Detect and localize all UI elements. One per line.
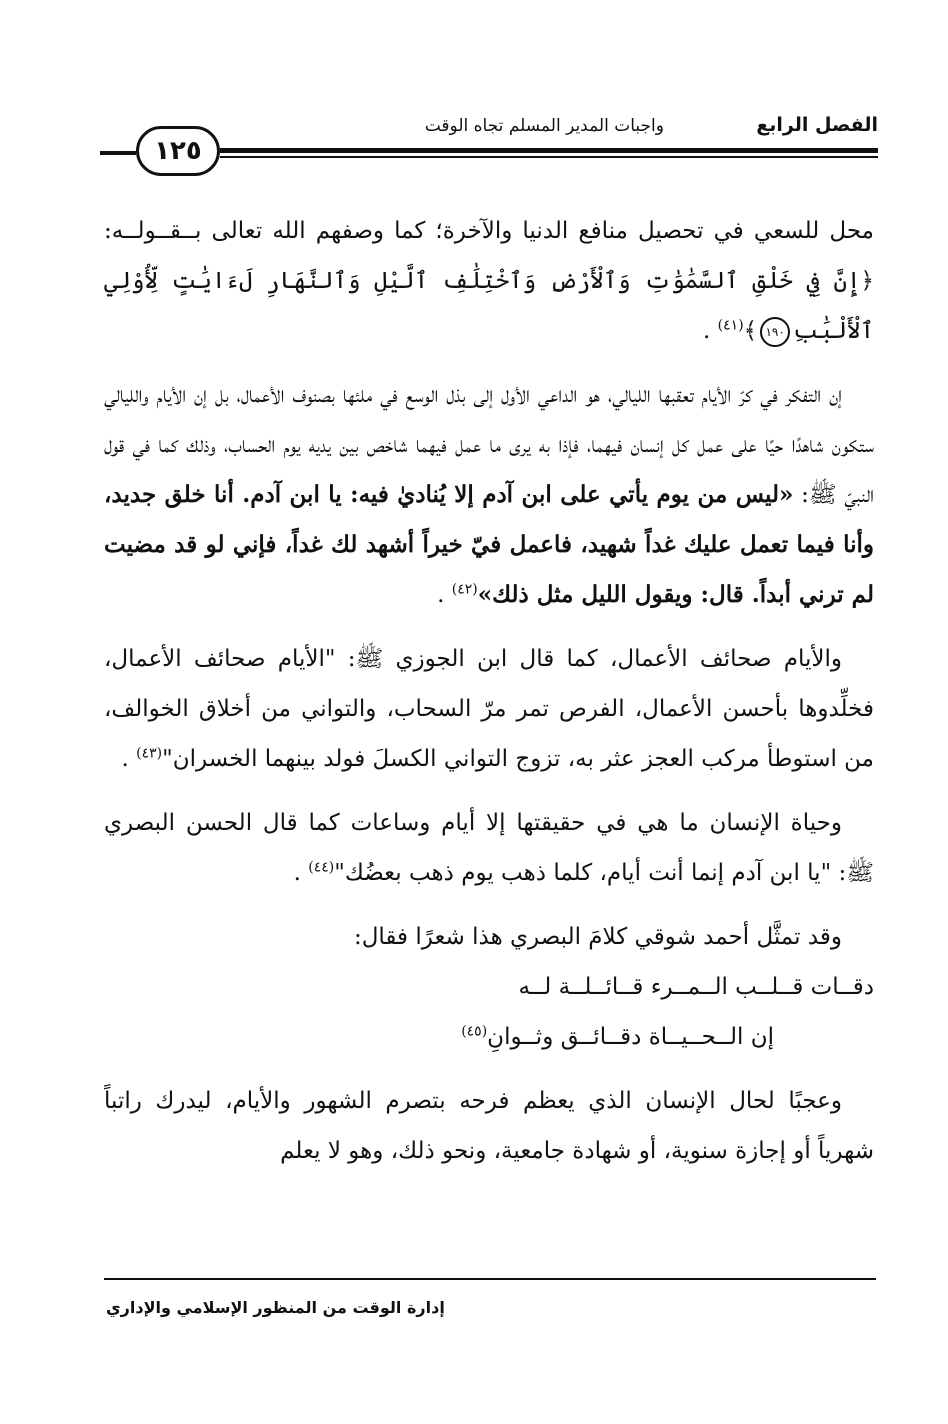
header-rule-thick <box>220 148 878 153</box>
paragraph-6 <box>104 1076 874 1176</box>
paragraph-5-text: وقد تمثَّل أحمد شوقي كلامَ البصري هذا شعرًا فقال: <box>353 924 842 950</box>
footer-book-title: إدارة الوقت من المنظور الإسلامي والإداري <box>106 1298 445 1317</box>
quran-bracket-open: ﴿ <box>860 268 874 294</box>
paragraph-5 <box>104 912 874 962</box>
paragraph-3-text: والأيام صحائف الأعمال، كما قال ابن الجوزي ﷺ: "الأيام صحائف الأعمال، فخلِّدوها بأحسن الأعمال، الفرص تمر مرّ السحاب، والتواني من أخلاق الخوالف، من استوطأ مركب العجز عثر به، تزوج التواني الكسلَ فولد بينهما الخسران" <box>104 646 874 772</box>
poem-line-2 <box>104 1012 874 1062</box>
footer-rule <box>104 1278 876 1280</box>
chapter-title: الفصل الرابع <box>756 114 878 136</box>
footnote-ref-45: (٤٥) <box>461 1023 488 1040</box>
paragraph-1-end: . <box>703 318 711 344</box>
footnote-ref-43: (٤٣) <box>136 745 163 762</box>
paragraph-3 <box>104 634 874 784</box>
footnote-ref-41: (٤١) <box>717 317 744 334</box>
paragraph-2 <box>104 370 874 620</box>
quran-bracket-close: ﴾ <box>743 318 758 344</box>
footnote-ref-42: (٤٢) <box>451 581 478 598</box>
paragraph-4 <box>104 798 874 898</box>
page-body <box>104 206 874 1190</box>
verse-number-marker: ١٩٠ <box>760 317 790 347</box>
paragraph-6-text: وعجبًا لحال الإنسان الذي يعظم فرحه بتصرم الشهور والأيام، ليدرك راتباً شهرياً أو إجازة سنوية، أو شهادة جامعية، ونحو ذلك، وهو لا يعلم <box>104 1088 874 1164</box>
poem-line-1-text: دقــات قــلــب الــمــرء قــائــلــة لــه <box>518 974 874 1000</box>
paragraph-4-end: . <box>293 860 301 886</box>
header-rule-left <box>100 151 136 155</box>
page-number: ١٢٥ <box>154 136 202 166</box>
footnote-ref-44: (٤٤) <box>308 859 335 876</box>
paragraph-4-text: وحياة الإنسان ما هي في حقيقتها إلا أيام وساعات كما قال الحسن البصري ﷺ: "يا ابن آدم إنما أنت أيام، كلما ذهب يوم ذهب بعضُك" <box>104 810 874 886</box>
paragraph-1 <box>104 206 874 356</box>
header-rule-thin <box>220 156 878 158</box>
page-number-badge <box>136 126 220 176</box>
paragraph-2-end: . <box>437 582 445 608</box>
paragraph-3-end: . <box>121 746 129 772</box>
poem-line-1 <box>104 962 874 1012</box>
poem-line-2-text: إن الــحــيــاة دقــائــق وثــوانِ <box>487 1024 774 1050</box>
header-subtitle: واجبات المدير المسلم تجاه الوقت <box>424 116 664 136</box>
hadith-quote: «ليس من يوم يأتي على ابن آدم إلا يُناديٰ فيه: يا ابن آدم. أنا خلق جديد، وأنا فيما تعمل عليك غداً شهيد، فاعمل فيّ خيراً أشهد لك غداً، فإني لو قد مضيت لم ترني أبداً. قال: ويقول الليل مثل ذلك» <box>104 481 874 608</box>
page-header <box>100 108 878 178</box>
quran-verse: إِنَّ فِي خَلْقِ ٱلسَّمَٰوَٰتِ وَٱلْأَرْضِ وَٱخْتِلَٰفِ ٱلَّيْلِ وَٱلنَّهَارِ لَءَايَٰتٍ لِّأُوْلِي ٱلْأَلْبَٰبِ <box>104 268 874 344</box>
paragraph-1-text: محل للسعي في تحصيل منافع الدنيا والآخرة؛ كما وصفهم الله تعالى بــقــولــه: <box>104 218 874 244</box>
paragraph-2-text: إن التفكر في كرّ الأيام تعقبها الليالي، هو الداعي الأول إلى بذل الوسع في ملئها بصنوف الأعمال، بل إن الأيام والليالي ستكون شاهدًا حيًا على عمل كل إنسان فيهما، فإذا به يرى ما عمل فيهما شاخص بين يديه يوم الحساب، وذلك كما في قول النبيّ ﷺ: <box>104 382 874 508</box>
